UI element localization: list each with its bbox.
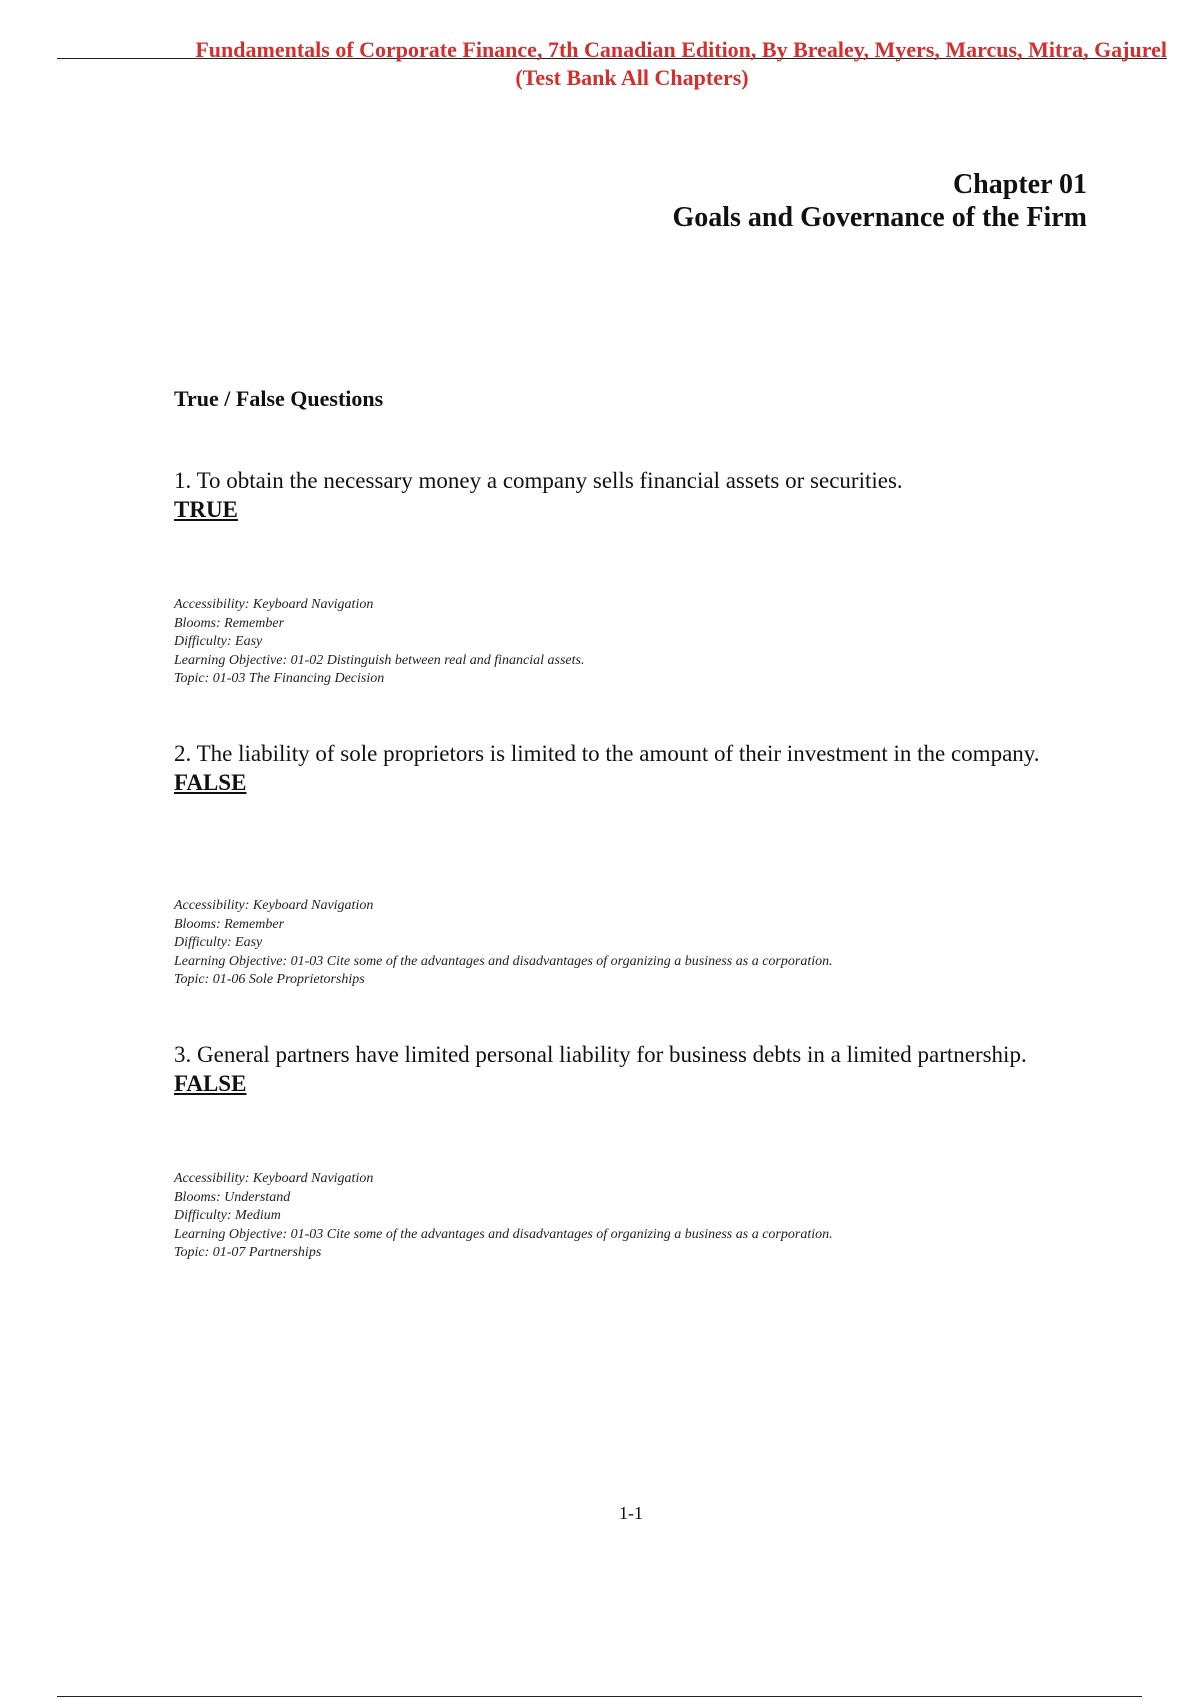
meta-topic: Topic: 01-06 Sole Proprietorships — [174, 972, 365, 987]
meta-difficulty: Difficulty: Easy — [174, 634, 263, 649]
question-text: 1. To obtain the necessary money a company sells financial assets or securities. — [174, 468, 903, 493]
chapter-heading — [672, 168, 1087, 234]
question-text: 2. The liability of sole proprietors is limited to the amount of their investment in the company. — [174, 741, 1040, 766]
meta-accessibility: Accessibility: Keyboard Navigation — [174, 898, 374, 913]
chapter-number: Chapter 01 — [952, 169, 1087, 200]
footer-rule — [57, 1696, 1142, 1697]
meta-learning-objective: Learning Objective: 01-03 Cite some of the advantages and disadvantages of organizing a business as a corporation. — [174, 1226, 833, 1242]
question-text: 3. General partners have limited personal liability for business debts in a limited partnership. — [174, 1042, 1027, 1067]
meta-topic: Topic: 01-07 Partnerships — [174, 1245, 322, 1260]
question-1 — [174, 466, 1094, 524]
meta-difficulty: Difficulty: Medium — [174, 1208, 281, 1223]
page-number: 1-1 — [619, 1503, 643, 1523]
meta-learning-objective: Learning Objective: 01-02 Distinguish between real and financial assets. — [174, 652, 585, 668]
answer: FALSE — [174, 770, 247, 795]
question-1-metadata — [174, 596, 584, 689]
meta-topic: Topic: 01-03 The Financing Decision — [174, 671, 385, 686]
question-2-metadata — [174, 897, 833, 990]
header-subtitle: (Test Bank All Chapters) — [515, 65, 749, 90]
chapter-title: Goals and Governance of the Firm — [672, 202, 1087, 233]
question-3 — [174, 1040, 1174, 1098]
question-3-metadata — [174, 1170, 833, 1263]
question-2 — [174, 739, 1094, 797]
section-heading: True / False Questions — [174, 386, 384, 411]
meta-accessibility: Accessibility: Keyboard Navigation — [174, 597, 374, 612]
answer: TRUE — [174, 497, 238, 522]
meta-blooms: Blooms: Understand — [174, 1189, 291, 1205]
meta-learning-objective: Learning Objective: 01-03 Cite some of the advantages and disadvantages of organizing a business as a corporation. — [174, 953, 833, 969]
meta-blooms: Blooms: Remember — [174, 916, 285, 932]
meta-blooms: Blooms: Remember — [174, 615, 285, 631]
header-title: Fundamentals of Corporate Finance, 7th Canadian Edition, By Brealey, Myers, Marcus, Mitra, Gajurel — [195, 37, 1167, 62]
meta-accessibility: Accessibility: Keyboard Navigation — [174, 1171, 374, 1186]
meta-difficulty: Difficulty: Easy — [174, 935, 263, 950]
answer: FALSE — [174, 1071, 247, 1096]
